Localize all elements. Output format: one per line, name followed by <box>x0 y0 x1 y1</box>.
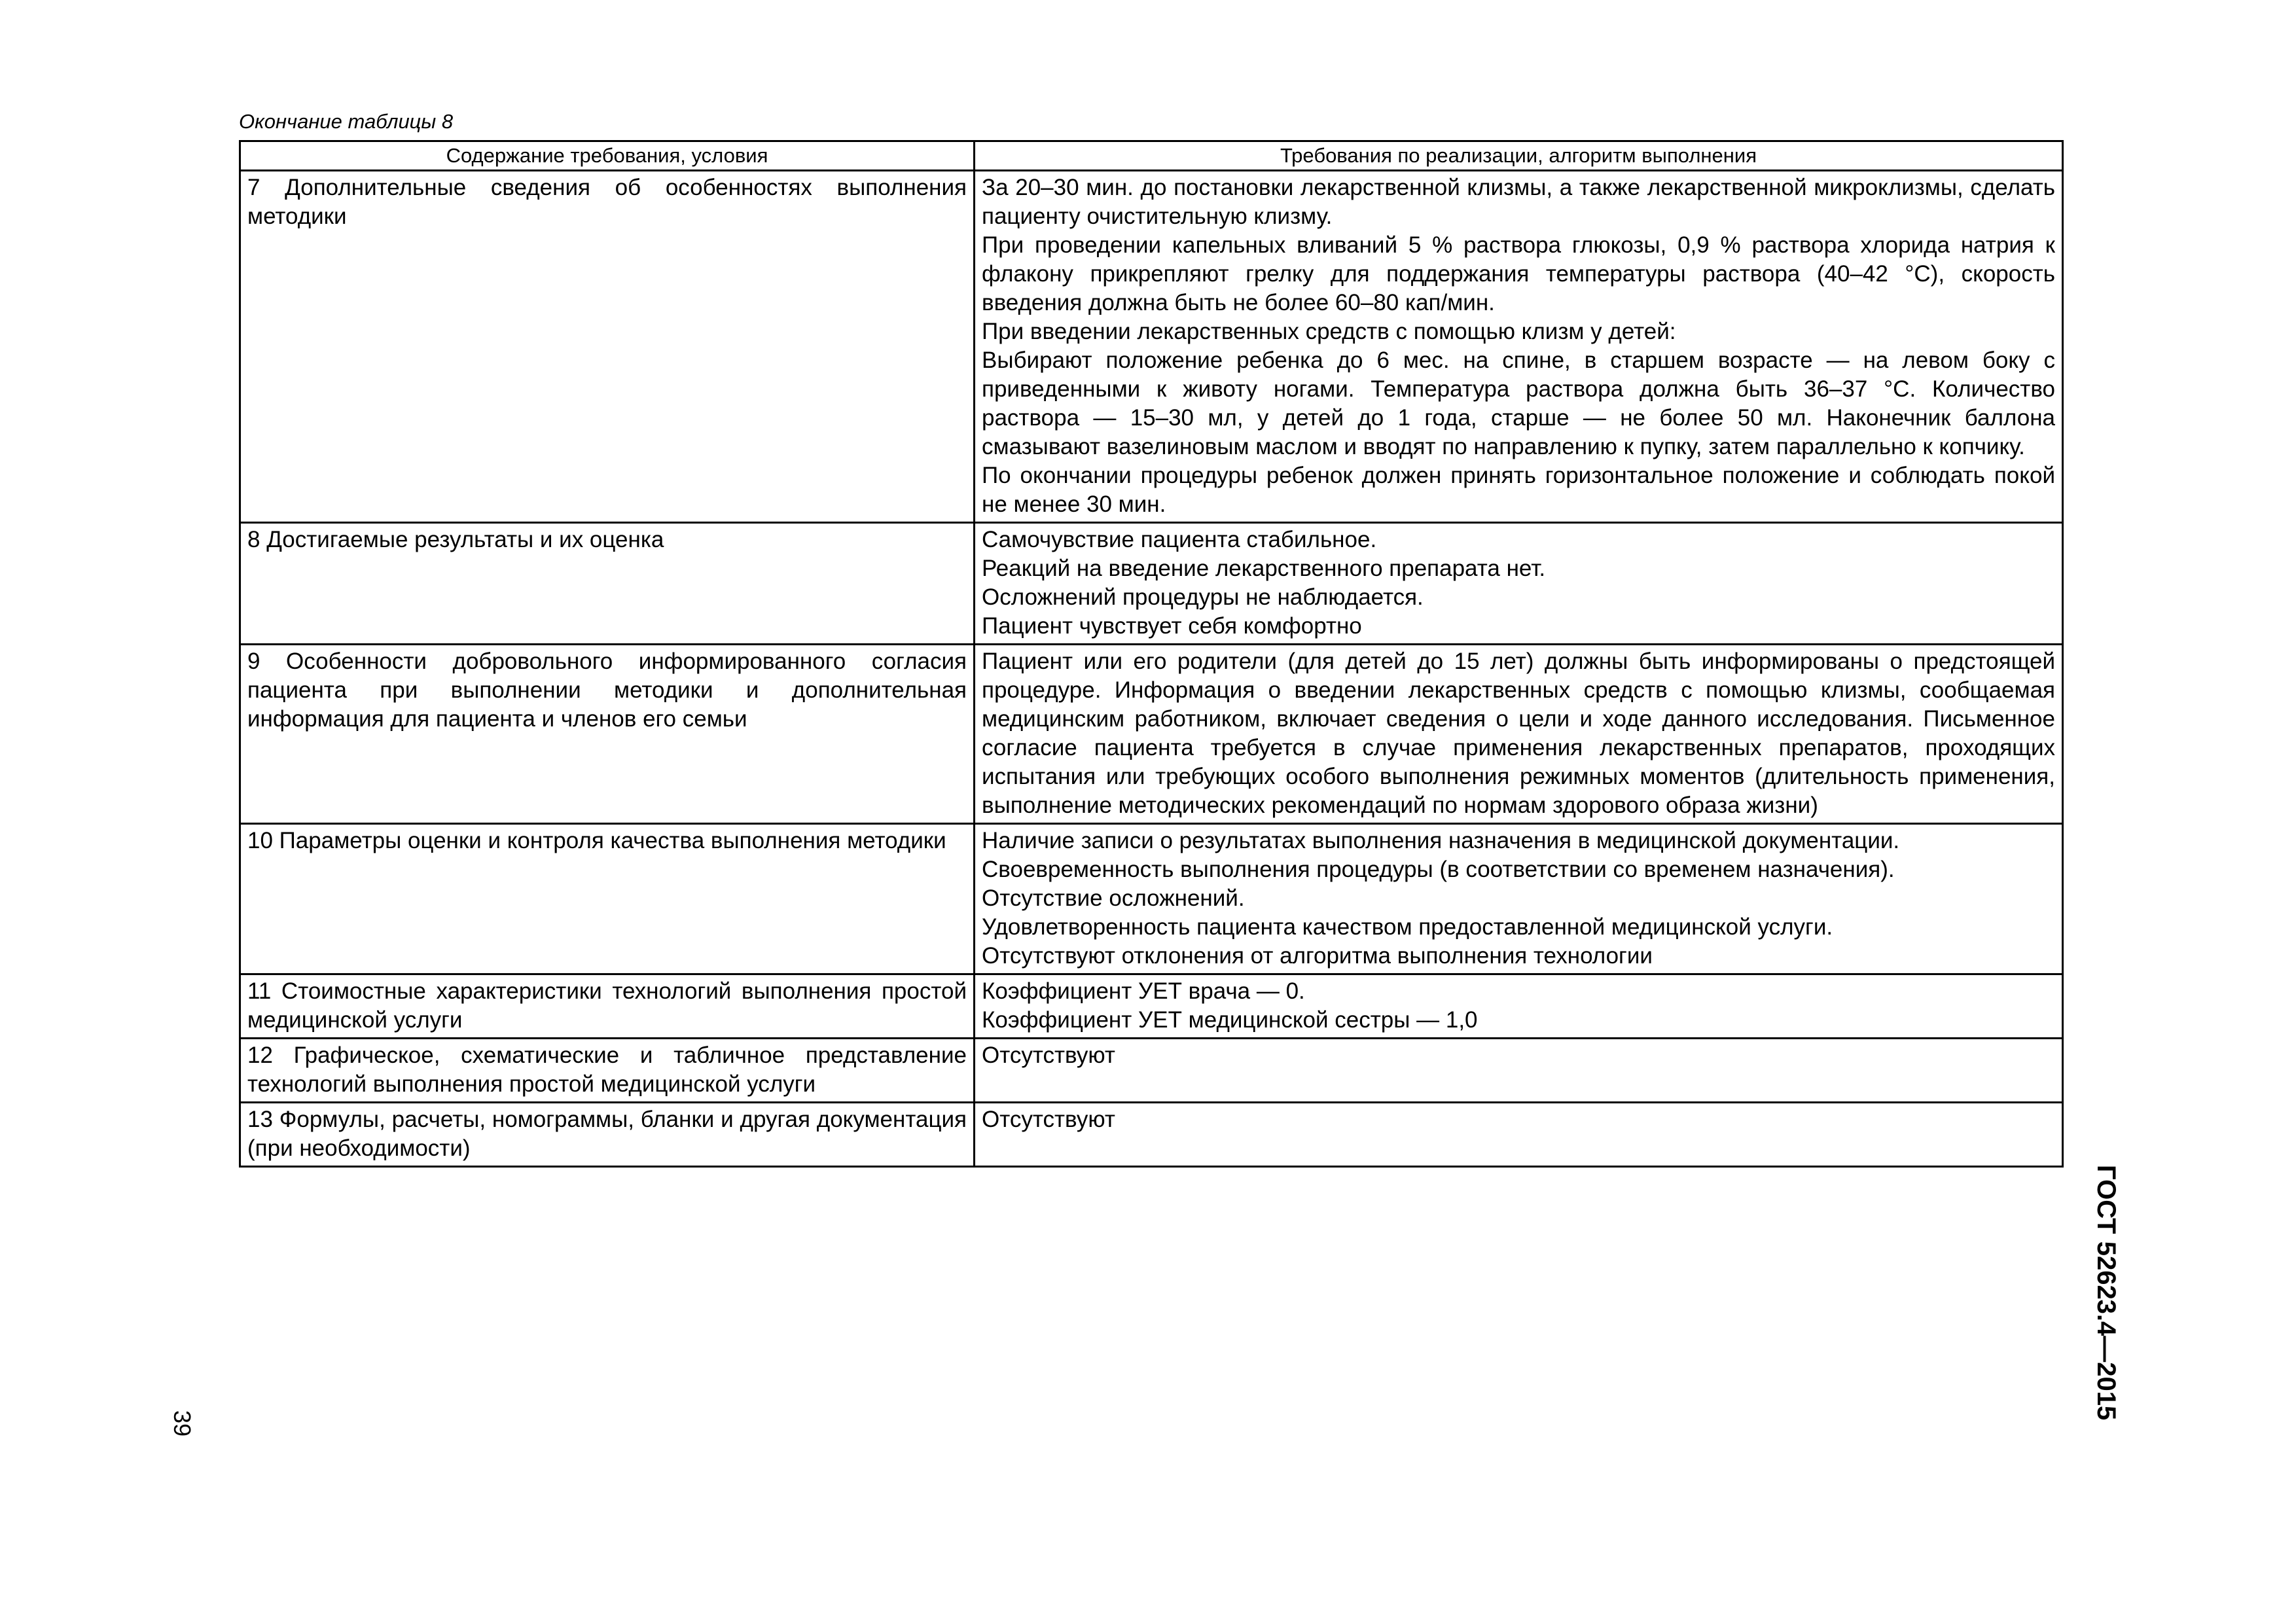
details-line: Отсутствие осложнений. <box>982 885 1245 911</box>
details-line: Отсутствуют отклонения от алгоритма выполнения технологии <box>982 943 1653 969</box>
requirement-cell: 11 Стоимостные характеристики технологий выполнения простой медицинской услуги <box>240 974 975 1039</box>
table-row <box>240 824 2063 974</box>
table-row <box>240 523 2063 645</box>
details-line: По окончании процедуры ребенок должен принять горизонтальное положение и соблюдать покой не менее 30 мин. <box>982 463 2055 517</box>
table-header-row <box>240 141 2063 171</box>
details-cell <box>975 1039 2063 1103</box>
requirement-cell: 12 Графическое, схематические и табличное представление технологий выполнения простой медицинской услуги <box>240 1039 975 1103</box>
table-row <box>240 1039 2063 1103</box>
details-cell <box>975 974 2063 1039</box>
column-header-requirement: Содержание требования, условия <box>240 141 975 171</box>
details-line: Наличие записи о результатах выполнения назначения в медицинской документации. <box>982 828 1900 853</box>
table-row <box>240 171 2063 523</box>
table-row <box>240 645 2063 824</box>
requirement-cell: 10 Параметры оценки и контроля качества выполнения методики <box>240 824 975 974</box>
details-cell <box>975 171 2063 523</box>
details-line: Осложнений процедуры не наблюдается. <box>982 584 1424 610</box>
details-line: Пациент чувствует себя комфортно <box>982 613 1362 639</box>
details-line: Самочувствие пациента стабильное. <box>982 527 1377 552</box>
requirement-cell: 13 Формулы, расчеты, номограммы, бланки и другая документация (при необходимости) <box>240 1103 975 1167</box>
document-code: ГОСТ 52623.4—2015 <box>2092 1165 2121 1421</box>
details-line: При проведении капельных вливаний 5 % раствора глюкозы, 0,9 % раствора хлорида натрия к флакону прикрепляют грелку для поддержания температуры раствора (40–42 °С), скорость введения должна быть не более 60–80 кап/мин. <box>982 232 2055 315</box>
requirement-cell: 9 Особенности добровольного информированного согласия пациента при выполнении методики и дополнительная информация для пациента и членов его семьи <box>240 645 975 824</box>
details-cell <box>975 645 2063 824</box>
details-line: Коэффициент УЕТ медицинской сестры — 1,0 <box>982 1007 1478 1033</box>
requirement-cell: 8 Достигаемые результаты и их оценка <box>240 523 975 645</box>
details-line: При введении лекарственных средств с помощью клизм у детей: <box>982 319 1676 344</box>
details-line: Удовлетворенность пациента качеством предоставленной медицинской услуги. <box>982 914 1833 940</box>
details-line: Отсутствуют <box>982 1043 1115 1068</box>
details-line: Реакций на введение лекарственного препарата нет. <box>982 556 1546 581</box>
details-cell <box>975 824 2063 974</box>
table-row <box>240 1103 2063 1167</box>
requirements-table <box>239 140 2064 1168</box>
details-line: Отсутствуют <box>982 1107 1115 1132</box>
details-line: Своевременность выполнения процедуры (в соответствии со временем назначения). <box>982 857 1895 882</box>
requirement-cell: 7 Дополнительные сведения об особенностях выполнения методики <box>240 171 975 523</box>
column-header-implementation: Требования по реализации, алгоритм выполнения <box>975 141 2063 171</box>
details-line: Выбирают положение ребенка до 6 мес. на спине, в старшем возрасте — на левом боку с приведенными к животу ногами. Температура раствора должна быть 36–37 °С. Количество раствора — 15–30 мл, у детей до 1 года, старше — не более 50 мл. Наконечник баллона смазывают вазелиновым маслом и вводят по направлению к пупку, затем параллельно к копчику. <box>982 348 2055 459</box>
details-line: За 20–30 мин. до постановки лекарственной клизмы, а также лекарственной микроклизмы, сделать пациенту очистительную клизму. <box>982 175 2055 229</box>
table-caption: Окончание таблицы 8 <box>239 110 454 133</box>
table-row <box>240 974 2063 1039</box>
details-line: Пациент или его родители (для детей до 15 лет) должны быть информированы о предстоящей процедуре. Информация о введении лекарственных средств с помощью клизмы, сообщаемая медицинским работником, включает сведения о цели и ходе данного исследования. Письменное согласие пациента требуется в случае применения лекарственных препаратов, проходящих испытания или требующих особого выполнения режимных моментов (длительность применения, выполнение методических рекомендаций по нормам здорового образа жизни) <box>982 649 2055 818</box>
details-line: Коэффициент УЕТ врача — 0. <box>982 978 1305 1004</box>
page-number: 39 <box>169 1410 196 1437</box>
details-cell <box>975 1103 2063 1167</box>
details-cell <box>975 523 2063 645</box>
